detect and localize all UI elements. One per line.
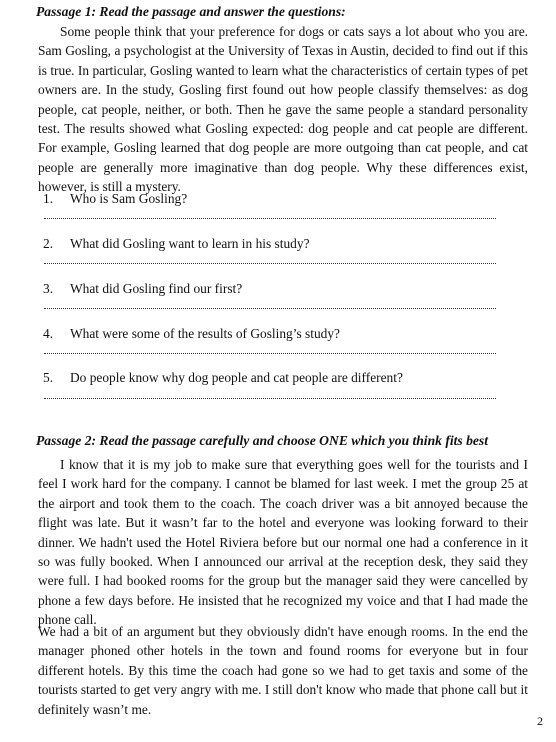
question-2 — [43, 234, 503, 253]
question-text: Do people know why dog people and cat people are different? — [70, 370, 403, 385]
question-text: What did Gosling want to learn in his study? — [70, 236, 310, 251]
answer-line-1[interactable] — [44, 218, 496, 219]
question-4 — [43, 324, 503, 343]
answer-line-3[interactable] — [44, 308, 496, 309]
question-3 — [43, 279, 503, 298]
passage1-heading: Passage 1: Read the passage and answer the questions: — [36, 4, 346, 19]
question-number: 4. — [43, 326, 54, 341]
question-text: Who is Sam Gosling? — [70, 191, 188, 206]
passage2-paragraph-1: I know that it is my job to make sure that everything goes well for the tourists and I feel I work hard for the company. I cannot be blamed for last week. I met the group 25 at the airport and took them to the coach. The coach driver was a bit annoyed because the flight was late. But it wasn’t far to the hotel and everyone was looking forward to their dinner. We hadn't used the Hotel Riviera before but our normal one had a conference in it so was fully booked. When I announced our arrival at the reception desk, they said they were full. I had booked rooms for the group but the manager said they were cancelled by phone a few days before. He insisted that he recognized my voice and that I had made the phone call. — [38, 457, 528, 628]
page-number: 2 — [537, 714, 543, 728]
passage2-paragraph-2: We had a bit of an argument but they obviously didn't have enough rooms. In the end the manager phoned other hotels in the town and found rooms for everyone but in four different hotels. By this time the coach had gone so we had to get taxis and some of the tourists started to get very angry with me. I still don't know who made that phone call but it definitely wasn’t me. — [38, 624, 528, 717]
answer-line-4[interactable] — [44, 353, 496, 354]
answer-line-2[interactable] — [44, 263, 496, 264]
question-number: 3. — [43, 281, 54, 296]
question-text: What did Gosling find our first? — [70, 281, 243, 296]
question-text: What were some of the results of Gosling’s study? — [70, 326, 340, 341]
answer-line-5[interactable] — [44, 398, 496, 399]
question-1 — [43, 189, 503, 208]
question-number: 1. — [43, 191, 54, 206]
question-5 — [43, 368, 503, 387]
passage2-heading: Passage 2: Read the passage carefully and choose ONE which you think fits best — [36, 433, 488, 448]
passage1-text: Some people think that your preference for dogs or cats says a lot about who you are. Sam Gosling, a psychologist at the University of Texas in Austin, decided to find out if this is true. In particular, Gosling wanted to learn what the characteristics of certain types of pet owners are. In the study, Gosling first found out how people classify themselves: as dog people, cat people, neither, or both. Then he gave the same people a standard personality test. The results showed what Gosling expected: dog people and cat people are different. For example, Gosling learned that dog people are more outgoing than cat people, and cat people are generally more imaginative than dog people. Why these differences exist, however, is still a mystery. — [38, 24, 528, 195]
question-number: 5. — [43, 370, 54, 385]
question-number: 2. — [43, 236, 54, 251]
